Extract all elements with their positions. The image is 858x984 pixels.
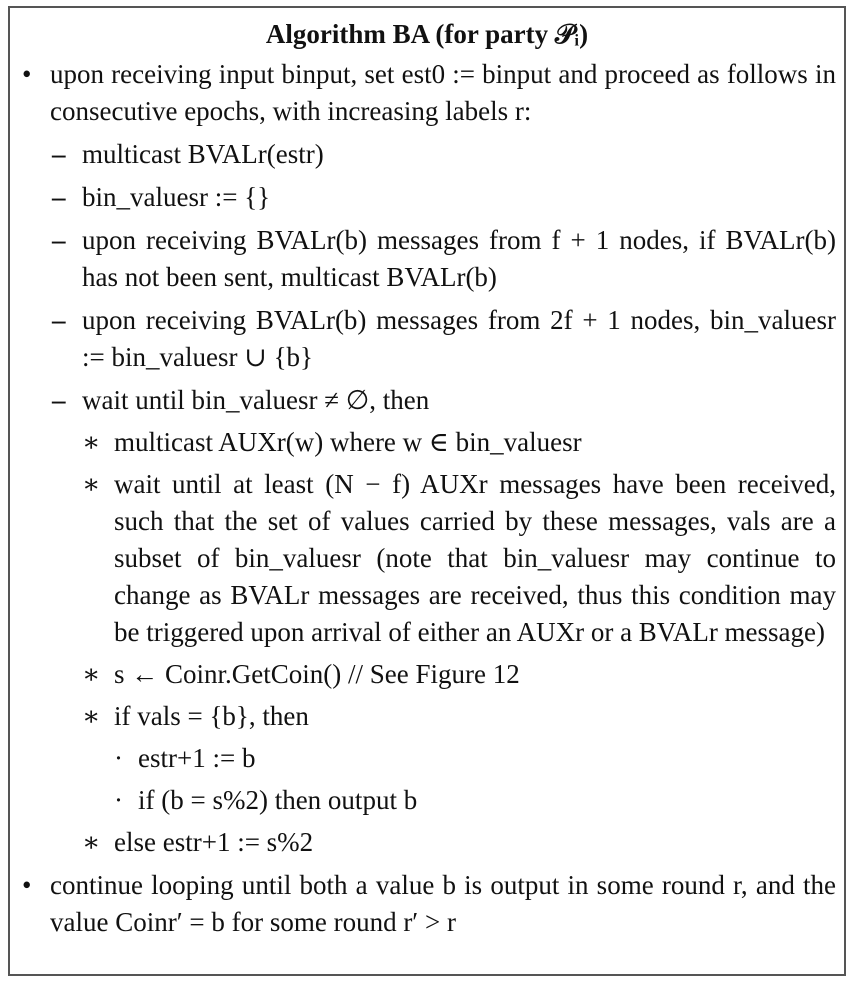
item-text: wait until at least (N − f) AUXr messages have been received, such that the set of values carried by these messages, vals are a subset of bin_valuesr (note that bin_valuesr may continue to change as BVALr messages are received, thus this condition may be triggered upon arrival of either an AUXr or a BVALr message) — [114, 469, 836, 647]
item-text: wait until bin_valuesr ≠ ∅, then — [82, 385, 430, 415]
item-text: else estr+1 := s%2 — [114, 827, 314, 857]
item-text: multicast AUXr(w) where w ∈ bin_valuesr — [114, 427, 582, 457]
list-item — [10, 424, 844, 461]
algorithm-box — [8, 6, 846, 976]
item-text: if vals = {b}, then — [114, 701, 309, 731]
item-text: continue looping until both a value b is output in some round r, and the value Coinr′ = b for some round r′ > r — [50, 870, 836, 937]
dash-marker: – — [52, 305, 66, 335]
star-marker: ∗ — [82, 469, 101, 499]
dash-marker: – — [52, 182, 66, 212]
star-marker: ∗ — [82, 427, 101, 457]
algorithm-title: Algorithm BA (for party 𝒫ᵢ) — [265, 19, 589, 49]
star-marker: ∗ — [82, 827, 101, 857]
item-text: s ← Coinr.GetCoin() // See Figure 12 — [114, 659, 520, 689]
dot-marker: · — [114, 785, 123, 815]
bullet-marker: • — [22, 59, 32, 89]
item-text: estr+1 := b — [138, 743, 256, 773]
list-item — [10, 824, 844, 861]
list-item — [10, 782, 844, 819]
item-text: upon receiving BVALr(b) messages from f + 1 nodes, if BVALr(b) has not been sent, multicast BVALr(b) — [82, 225, 836, 292]
list-item — [10, 698, 844, 735]
list-item — [10, 179, 844, 216]
item-text: if (b = s%2) then output b — [138, 785, 418, 815]
list-item — [10, 302, 844, 376]
list-item — [10, 740, 844, 777]
dash-marker: – — [52, 139, 66, 169]
list-item — [10, 656, 844, 693]
list-item — [10, 136, 844, 173]
item-text: upon receiving input binput, set est0 := binput and proceed as follows in consecutive epochs, with increasing labels r: — [50, 59, 836, 126]
item-text: upon receiving BVALr(b) messages from 2f + 1 nodes, bin_valuesr := bin_valuesr ∪ {b} — [82, 305, 836, 372]
bullet-marker: • — [22, 870, 32, 900]
list-item — [10, 466, 844, 651]
star-marker: ∗ — [82, 701, 101, 731]
dash-marker: – — [52, 385, 66, 415]
star-marker: ∗ — [82, 659, 101, 689]
list-item — [10, 382, 844, 419]
item-text: multicast BVALr(estr) — [82, 139, 324, 169]
algorithm-content — [10, 8, 844, 941]
list-item — [10, 56, 844, 130]
dash-marker: – — [52, 225, 66, 255]
list-item — [10, 222, 844, 296]
list-item — [10, 867, 844, 941]
dot-marker: · — [114, 743, 123, 773]
item-text: bin_valuesr := {} — [82, 182, 271, 212]
